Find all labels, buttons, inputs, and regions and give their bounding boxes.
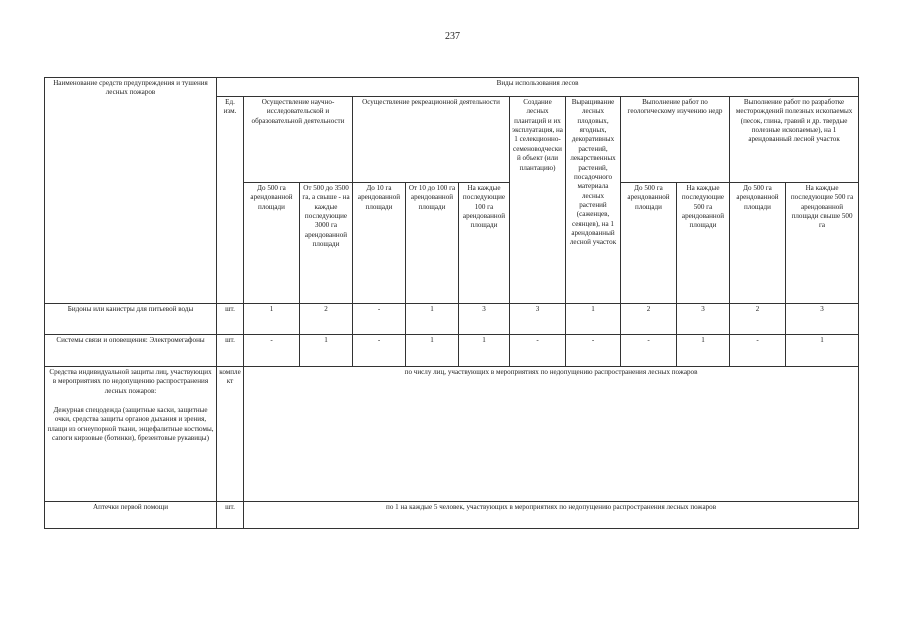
row-value: 1 [300,335,353,367]
subheader-research-0: До 500 га арендованной площади [244,183,300,304]
subheader-geology-0: До 500 га арендованной площади [621,183,677,304]
subheader-geology-1: На каждые последующие 500 га арендованной площади [677,183,730,304]
row-value: 2 [300,304,353,335]
forest-fire-equipment-table [44,77,859,529]
header-kinds-title: Виды использования лесов [217,78,859,97]
header-group-mining: Выполнение работ по разработке месторождений полезных ископаемых (песок, глина, гравий и др. твердые полезные ископаемые), на 1 арендованный лесной участок [730,97,859,183]
row-value: 3 [677,304,730,335]
header-group-research: Осуществление научно-исследовательской и образовательной деятельности [244,97,353,183]
subheader-recreation-2: На каждые последующие 100 га арендованной площади [459,183,510,304]
table-row [45,335,859,367]
row-value: 1 [244,304,300,335]
row-value: 2 [730,304,786,335]
row-unit: шт. [217,304,244,335]
first-aid-name: Аптечки первой помощи [45,502,217,529]
ppe-unit: комплект [217,367,244,502]
first-aid-value: по 1 на каждые 5 человек, участвующих в мероприятиях по недопущению распространения лесных пожаров [244,502,859,529]
row-value: - [566,335,621,367]
row-value: - [730,335,786,367]
row-unit: шт. [217,335,244,367]
first-aid-unit: шт. [217,502,244,529]
subheader-mining-1: На каждые последующие 500 га арендованной площади свыше 500 га [786,183,859,304]
header-group-geology: Выполнение работ по геологическому изучению недр [621,97,730,183]
row-value: - [244,335,300,367]
ppe-item: Дежурная спецодежда (защитные каски, защитные очки, средства защиты органов дыхания и зрения, плащи из огнеупорной ткани, энцефалитные костюмы, сапоги кирзовые (ботинки), брезентовые рукавицы) [47,406,214,443]
row-value: 2 [621,304,677,335]
header-name-column: Наименование средств предупреждения и тушения лесных пожаров [45,78,217,304]
row-name: Бидоны или канистры для питьевой воды [45,304,217,335]
row-value: 1 [677,335,730,367]
subheader-research-1: От 500 до 3500 га, а свыше - на каждые последующие 3000 га арендованной площади [300,183,353,304]
row-value: - [353,304,406,335]
row-value: 3 [510,304,566,335]
subheader-recreation-1: От 10 до 100 га арендованной площади [406,183,459,304]
ppe-intro: Средства индивидуальной защиты лиц, участвующих в мероприятиях по недопущению распространения лесных пожаров: [49,368,212,395]
row-value: - [621,335,677,367]
row-value: 3 [786,304,859,335]
row-value: 1 [459,335,510,367]
ppe-name [45,367,217,502]
row-value: - [510,335,566,367]
row-value: 1 [406,304,459,335]
header-group-growing: Выращивание лесных плодовых, ягодных, декоративных растений, лекарственных растений, посадочного материала лесных растений (саженцев, сеянцев), на 1 арендованный лесной участок [566,97,621,304]
row-name: Системы связи и оповещения: Электромегафоны [45,335,217,367]
table-row-ppe [45,367,859,502]
subheader-recreation-0: До 10 га арендованной площади [353,183,406,304]
header-group-recreation: Осуществление рекреационной деятельности [353,97,510,183]
header-group-plantations: Создание лесных плантаций и их эксплуатация, на 1 селекционно-семеноводческий объект (или плантацию) [510,97,566,304]
row-value: 1 [566,304,621,335]
ppe-value: по числу лиц, участвующих в мероприятиях по недопущению распространения лесных пожаров [244,367,859,502]
row-value: 3 [459,304,510,335]
row-value: - [353,335,406,367]
header-unit: Ед. изм. [217,97,244,304]
table-row-first-aid [45,502,859,529]
table-row [45,304,859,335]
page-number: 237 [445,31,460,42]
row-value: 1 [786,335,859,367]
subheader-mining-0: До 500 га арендованной площади [730,183,786,304]
row-value: 1 [406,335,459,367]
